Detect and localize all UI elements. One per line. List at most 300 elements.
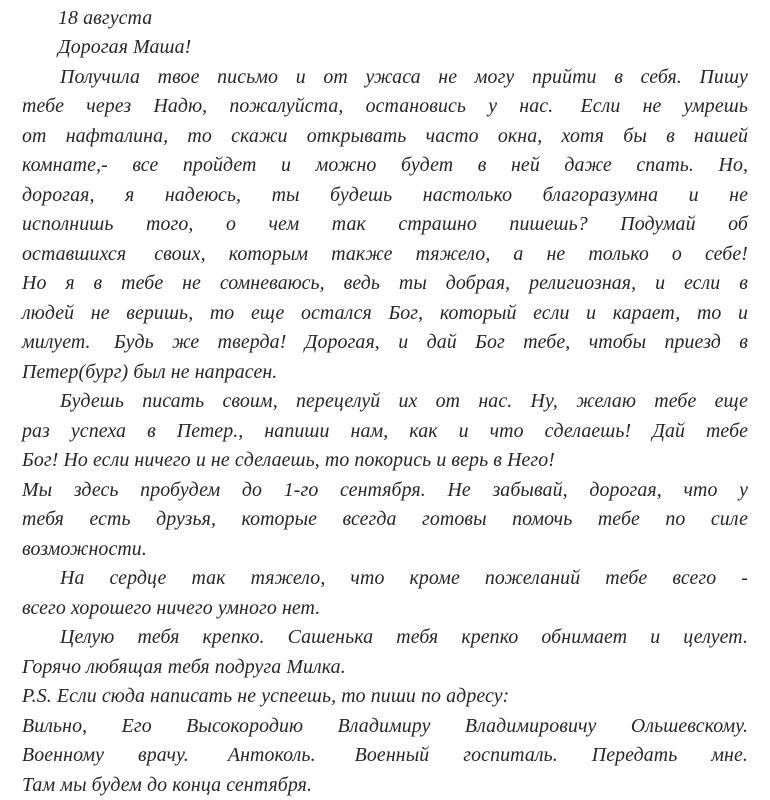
word: желаю [576,390,637,413]
word: Бог [475,331,505,354]
word: Получила [60,65,141,88]
word-space [426,476,448,505]
word-space [588,210,621,239]
word-space [460,564,485,593]
text-line: возможности. [22,537,147,560]
word: дорогая, [22,183,95,206]
word-space [392,181,422,210]
word-space [696,210,729,239]
word: Надю, [153,95,208,118]
word: тебе [654,390,697,413]
word-space [423,299,440,328]
word-space [417,387,435,416]
word: я [125,183,135,206]
word: даже [564,154,612,177]
word-space [119,476,141,505]
word-space [665,269,684,298]
text-line [22,299,748,328]
word-space [661,92,683,121]
word-space [696,387,714,416]
word: Пишу [699,65,748,88]
word: тебе [121,272,164,295]
word: перецелуй [295,390,381,413]
word-space [471,476,493,505]
word-space [627,623,650,652]
text-line: Петер(бург) был не напрасен. [22,360,278,383]
word-space [542,122,561,151]
word: о [225,213,236,236]
word-space [64,505,89,534]
word-space [163,269,182,298]
word-space [431,712,465,741]
word: можно [315,154,377,177]
word-space [408,328,426,357]
word-space [193,299,210,328]
word: крепко. [202,626,265,649]
word: будет [401,154,454,177]
word: чтобы [588,331,647,354]
word-space [720,269,739,298]
word: в [93,272,103,295]
word: в [147,419,156,442]
word: Не [447,478,471,501]
word: что [683,478,718,501]
word-space [300,181,330,210]
word-space [50,417,71,446]
word-space [505,328,523,357]
word-space [649,240,672,269]
word: еще [250,301,285,324]
word: по [665,508,686,531]
text-line [22,741,748,770]
word-space [384,564,409,593]
word: мне. [711,744,748,767]
word-space [166,564,191,593]
word: своих, [149,242,206,265]
word: Будешь [60,390,124,413]
word: Военный [349,744,430,767]
word-space [466,92,488,121]
word-space [372,299,389,328]
text-line [22,712,748,741]
word: у [488,95,498,118]
word-space [631,417,652,446]
word-space [134,181,164,210]
word: пожалуйста, [229,95,344,118]
word-space [278,387,296,416]
word-space [479,122,498,151]
word-space [325,269,344,298]
word-space [257,151,282,180]
word-space [380,328,398,357]
word-space [179,623,202,652]
word: Его [121,714,152,737]
word-space [570,328,588,357]
word: настолько [422,183,513,206]
text-line: 18 августа [58,7,153,29]
word: нас. [478,390,513,413]
text-line [22,269,748,298]
word: исполнишь [22,213,114,236]
word: если [683,272,721,295]
word-space [647,122,666,151]
word-space [212,122,231,151]
word-space [316,741,350,770]
word-space [647,564,672,593]
word-space [677,741,711,770]
word: сделаешь! [544,419,632,442]
word: письмо [217,65,279,88]
word: не [729,183,748,206]
word-space [721,328,739,357]
word-space [126,240,149,269]
text-line: P.S. Если сюда написать не успеешь, то пиши по адресу: [22,685,510,708]
word-space [104,741,138,770]
word: тверда! [217,331,287,354]
word: Передать [591,744,678,767]
word-space [46,122,65,151]
word-space [376,151,401,180]
word-space [553,92,575,121]
word-space [623,63,641,92]
word: врачу. [138,744,189,767]
word-space [291,151,316,180]
word: Ольшевскому. [630,714,749,737]
word: Дай [652,419,685,442]
word: еще [714,390,749,413]
word-space [406,122,425,151]
word-space [325,564,350,593]
word: ты [398,272,427,295]
word: и [281,154,292,177]
word-space [699,181,729,210]
word: тебя [137,626,180,649]
word: тебя [396,626,439,649]
word: об [728,213,748,236]
word: раз [22,419,50,442]
word: Но, [718,154,749,177]
word: не [546,242,566,265]
word-space [199,328,217,357]
word: добрая, [445,272,511,295]
word-space [540,151,565,180]
word-space [523,240,546,269]
word: умрешь [683,95,748,118]
word-space [685,505,710,534]
word: кроме [409,567,460,590]
word: так [191,567,226,590]
word: Дорогая, [304,331,380,354]
word-space [558,741,592,770]
word-space [660,623,683,652]
word-space [620,92,642,121]
word-space [565,240,588,269]
word-space [646,328,664,357]
word: не [642,95,662,118]
word-space [91,328,109,357]
word-space [131,92,153,121]
word-space [380,269,399,298]
word: веришь, [126,301,194,324]
word-space [193,210,226,239]
text-line [22,476,748,505]
word: готовы [422,508,487,531]
word: надеюсь, [164,183,242,206]
word-space [682,63,700,92]
word-space [75,269,94,298]
word: На [60,567,85,590]
word: пишешь? [509,213,588,236]
word-space [438,623,461,652]
word: Высокородию [186,714,304,737]
word: тебе [597,508,640,531]
word-space [348,63,366,92]
word: карает, [612,301,681,324]
word: что [350,567,385,590]
word: пробудем [140,478,221,501]
word-space [612,151,637,180]
word-space [580,564,605,593]
word-space [64,92,86,121]
word-space [427,269,446,298]
word-space [308,240,331,269]
word-space [158,151,183,180]
word-space [453,151,478,180]
word: окна, [497,124,543,147]
word: нам, [350,419,389,442]
word: до [241,478,263,501]
word: то [187,124,212,147]
text-line [22,210,748,239]
word: только [588,242,649,265]
word: Но [22,272,47,295]
word: как [409,419,438,442]
word: забывай, [492,478,568,501]
word: себе! [704,242,748,265]
word: оставшихся [22,242,127,265]
word: милует. [22,331,91,354]
word: от [22,124,47,147]
word: которые [241,508,318,531]
word: не [438,65,458,88]
word-space [490,240,513,269]
word: ужаса [365,65,421,88]
word-space [438,417,459,446]
word-space [216,505,241,534]
word-space [303,712,337,741]
word: в [739,331,749,354]
word-space [318,476,340,505]
word-space [299,210,332,239]
word-space [487,505,512,534]
word-space [393,240,416,269]
word-space [658,181,688,210]
word: здесь [73,478,119,501]
word: друзья, [156,508,217,531]
word-space [204,387,222,416]
word: твое [157,65,200,88]
word: часто [425,124,479,147]
word: будешь [330,183,393,206]
word: остановись [365,95,467,118]
word-space [87,712,121,741]
word: Владимировичу [464,714,597,737]
word: Подумай [620,213,696,236]
word-space [108,151,133,180]
text-line [22,240,748,269]
word: так [331,213,366,236]
word: нашей [694,124,749,147]
word-space [460,387,478,416]
word-space [220,476,242,505]
word: 1-го [283,478,319,501]
word-space [512,181,542,210]
text-line: Там мы будем до конца сентября. [22,773,313,796]
word-space [380,387,398,416]
word-space [597,63,615,92]
word: госпиталь. [463,744,558,767]
word: открывать [306,124,407,147]
word-space [284,299,301,328]
word: ней [510,154,540,177]
word: у [739,478,749,501]
word-space [604,122,623,151]
word: через [86,95,132,118]
word: тебе [605,567,648,590]
word-space [95,181,125,210]
text-line [22,623,748,652]
word-space [152,712,186,741]
word-space [156,417,177,446]
word-space [226,564,251,593]
word: Ну, [530,390,558,413]
word-space [278,63,296,92]
word: дай [426,331,457,354]
word: Будь [108,331,154,354]
word: сентября. [340,478,426,501]
word: Антоколь. [222,744,316,767]
word-space [572,505,597,534]
word: и [655,272,666,295]
word: тяжело, [415,242,491,265]
word: Сашенька [287,626,374,649]
word: силе [710,508,749,531]
word-space [168,122,187,151]
word-space [234,299,251,328]
word-space [243,417,264,446]
word-space [388,417,409,446]
word: же [172,331,200,354]
word-space [154,328,172,357]
word: тебя [22,508,65,531]
word: и [688,183,699,206]
word-space [512,387,530,416]
word-space [517,299,534,328]
word-space [373,623,396,652]
word: религиозная, [529,272,637,295]
word-space [518,623,541,652]
word: Владимиру [337,714,431,737]
word: всегда [342,508,397,531]
word-space [262,476,284,505]
text-line: Горячо любящая тебя подруга Милка. [22,655,346,678]
word: успеха [70,419,127,442]
word: в [614,65,623,88]
word: я [65,272,75,295]
word: Военному [22,744,105,767]
word: Целую [60,626,115,649]
word: сомневаюсь, [219,272,325,295]
word-space [330,417,351,446]
word-space [201,269,220,298]
word-space [102,269,121,298]
word: страшно [398,213,477,236]
word: - [741,567,749,590]
word: себя. [640,65,682,88]
word: все [132,154,159,177]
word-space [570,299,587,328]
word: нафталина, [65,124,169,147]
word: также [331,242,393,265]
word: комнате,- [22,154,108,177]
word-space [636,269,655,298]
word-space [207,92,229,121]
text-line: Бог! Но если ничего и не сделаешь, то покорись и верь в Него! [22,449,556,472]
word-space [189,741,223,770]
word-space [675,122,694,151]
word-space [497,92,519,121]
word: пожеланий [484,567,581,590]
word-space [524,417,545,446]
word: того, [146,213,194,236]
word: в [666,124,675,147]
word: писать [142,390,205,413]
word-space [640,505,665,534]
word-space [682,240,705,269]
word-space [685,417,706,446]
word: Мы [22,478,53,501]
word: и [398,331,409,354]
word-space [429,741,463,770]
letter-text-body [22,4,748,800]
word-space [52,476,74,505]
word: Вильно, [22,714,88,737]
word: приезд [664,331,721,354]
word-space [636,387,654,416]
word-space [343,92,365,121]
word-space [718,476,740,505]
word: и [738,301,749,324]
word: спать. [636,154,694,177]
word-space [366,210,399,239]
word: не [182,272,201,295]
text-line: Дорогая Маша! [58,36,192,59]
word: Если [575,95,621,118]
word: о [671,242,682,265]
word-space [131,505,156,534]
word-space [477,210,510,239]
word-space [46,269,65,298]
word-space [514,63,532,92]
word-space [206,240,229,269]
word: Петер., [176,419,244,442]
word-space [469,417,490,446]
word-space [457,328,475,357]
word-space [74,299,91,328]
word-space [265,623,288,652]
word-space [114,623,137,652]
word: бы [623,124,647,147]
